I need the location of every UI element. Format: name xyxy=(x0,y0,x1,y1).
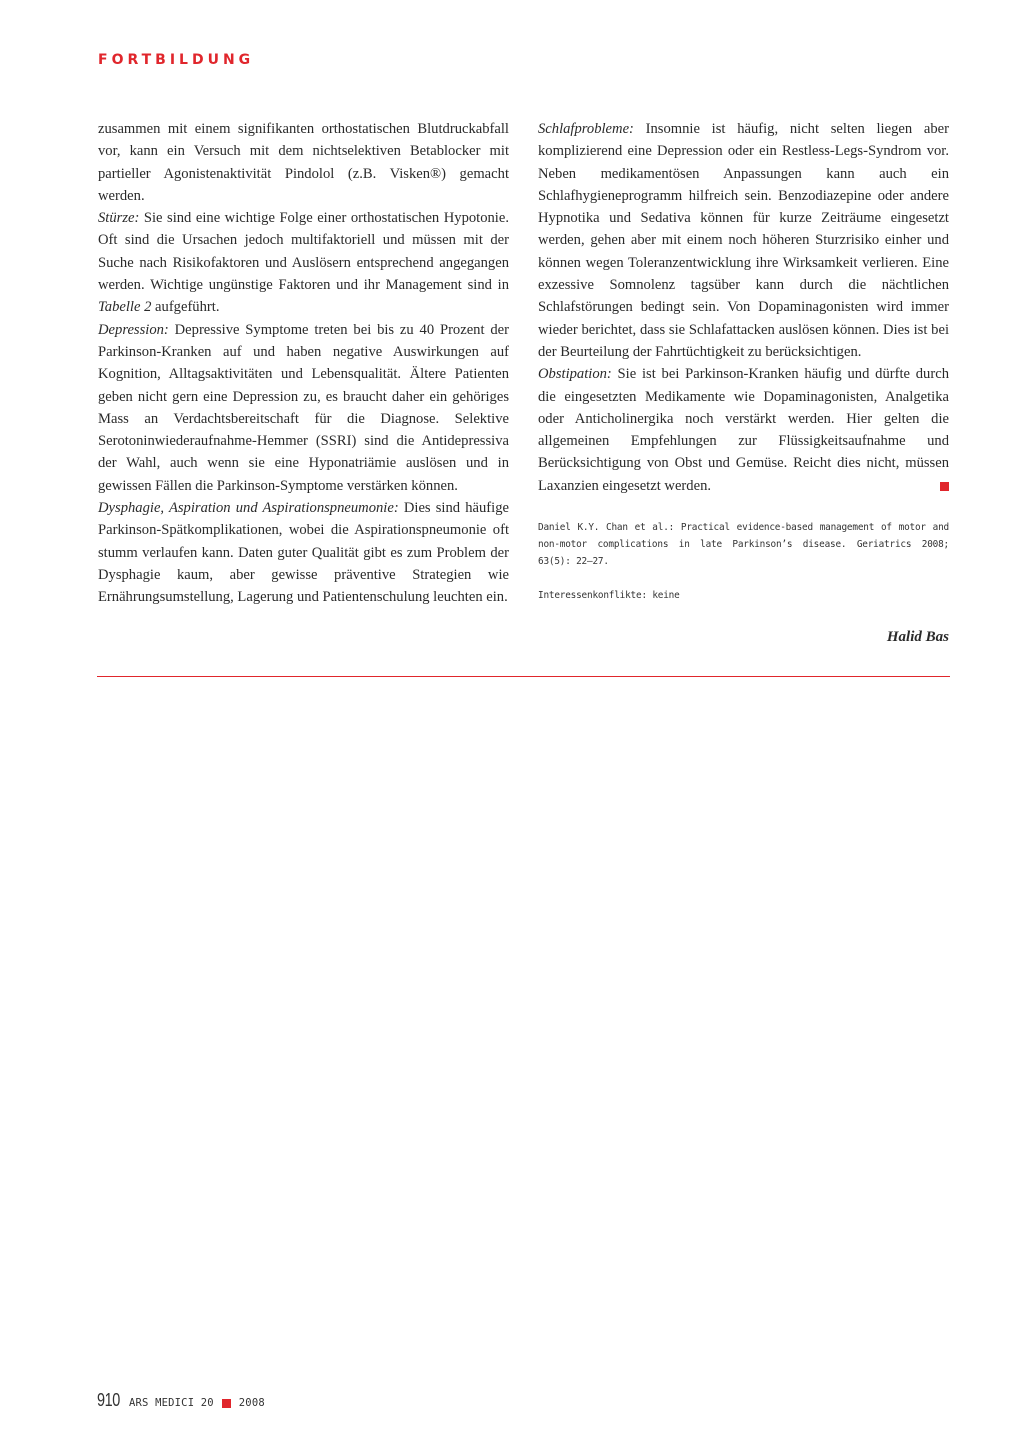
constipation-heading: Obstipation: xyxy=(538,366,612,383)
constipation-text: Sie ist bei Parkinson-Kranken häufig und dürfte durch die eingesetzten Medikamente wie Dopaminagonisten, Analgetika oder Anticholinergika noch verstärkt werden. Hier gelten die allgemeinen Empfehlungen zur Flüssigkeitsaufnahme und Berücksichtigung von Obst und Gemüse. Reicht dies nicht, müssen Laxanzien eingesetzt werden. xyxy=(538,366,949,494)
paragraph-sleep xyxy=(538,118,949,363)
paragraph-depression xyxy=(98,319,509,497)
dysphagia-heading: Dysphagie, Aspiration und Aspirationspneumonie: xyxy=(98,500,399,517)
page-number: 910 xyxy=(97,1390,120,1410)
paragraph-dysphagia xyxy=(98,497,509,608)
depression-text: Depressive Symptome treten bei bis zu 40 Prozent der Parkinson-Kranken auf und haben negative Auswirkungen auf Kognition, Alltagsaktivitäten und Lebensqualität. Ältere Patienten geben nicht gern eine Depression zu, es braucht daher ein gehöriges Mass an Verdachtsbereitschaft für die Diagnose. Selektive Serotoninwiederaufnahme-Hemmer (SSRI) sind die Antidepressiva der Wahl, auch wenn sie eine Hyponatriämie auslösen und in gewissen Fällen die Parkinson-Symptome verstärken können. xyxy=(98,321,509,494)
table-reference: Tabelle 2 xyxy=(98,299,152,316)
conflict-of-interest: Interessenkonflikte: keine xyxy=(538,590,680,602)
depression-heading: Depression: xyxy=(98,321,169,338)
falls-text: Sie sind eine wichtige Folge einer orthostatischen Hypotonie. Oft sind die Ursachen jedoch multifaktoriell und müssen mit der Suche nach Risikofaktoren und Auslösern entsprechend angegangen werden. Wichtige ungünstige Faktoren und ihr Management sind in xyxy=(98,210,509,294)
dysphagia-text: Dies sind häufige Parkinson-Spätkomplikationen, wobei die Aspirationspneumonie oft stumm verlaufen kann. Daten guter Qualität gibt es zum Problem der Dysphagie kaum, aber gewisse präventive Strategien wie Ernährungsumstellung, Lagerung und Patientenschulung leuchten ein. xyxy=(98,500,509,606)
footer-square-marker xyxy=(222,1399,231,1408)
page-footer xyxy=(97,1390,265,1412)
issue-year: 2008 xyxy=(238,1397,265,1409)
journal-name: ARS MEDICI 20 xyxy=(129,1397,214,1409)
sleep-heading: Schlafprobleme: xyxy=(538,121,634,137)
falls-text-end: aufgeführt. xyxy=(151,299,220,316)
sleep-text: Insomnie ist häufig, nicht selten liegen aber komplizierend eine Depression oder ein Restless-Legs-Syndrom vor. Neben medikamentösen Anpassungen kann auch ein Schlafhygieneprogramm hilfreich sein. Benzodiazepine oder andere Hypnotika und Sedativa können für kurze Zeiträume eingesetzt werden, gehen aber mit einem noch höheren Sturzrisiko einher und können wegen Toleranzentwicklung ihre Wirksamkeit verlieren. Eine exzessive Somnolenz tagsüber kann durch die nächtlichen Schlafstörungen bedingt sein. Von Dopaminagonisten wird immer wieder berichtet, dass sie Schlafattacken auslösen können. Dies ist bei der Beurteilung der Fahrtüchtigkeit zu berücksichtigen. xyxy=(538,121,949,360)
section-label: FORTBILDUNG xyxy=(98,52,255,68)
paragraph-falls xyxy=(98,207,509,318)
end-of-article-marker xyxy=(940,482,949,491)
paragraph-orthostatic: zusammen mit einem signifikanten orthostatischen Blutdruckabfall vor, kann ein Versuch mit dem nichtselektiven Betablocker mit partieller Agonistenaktivität Pindolol (z.B. Visken®) gemacht werden. xyxy=(98,121,509,204)
paragraph-constipation xyxy=(538,363,949,497)
divider-rule xyxy=(97,676,950,677)
article-column-right xyxy=(538,118,949,648)
article-column-left xyxy=(98,118,509,609)
reference-citation: Daniel K.Y. Chan et al.: Practical evidence-based management of motor and non-motor complications in late Parkinson’s disease. Geriatrics 2008; 63(5): 22–27. xyxy=(538,522,949,568)
falls-heading: Stürze: xyxy=(98,210,140,227)
author-name: Halid Bas xyxy=(886,629,949,646)
